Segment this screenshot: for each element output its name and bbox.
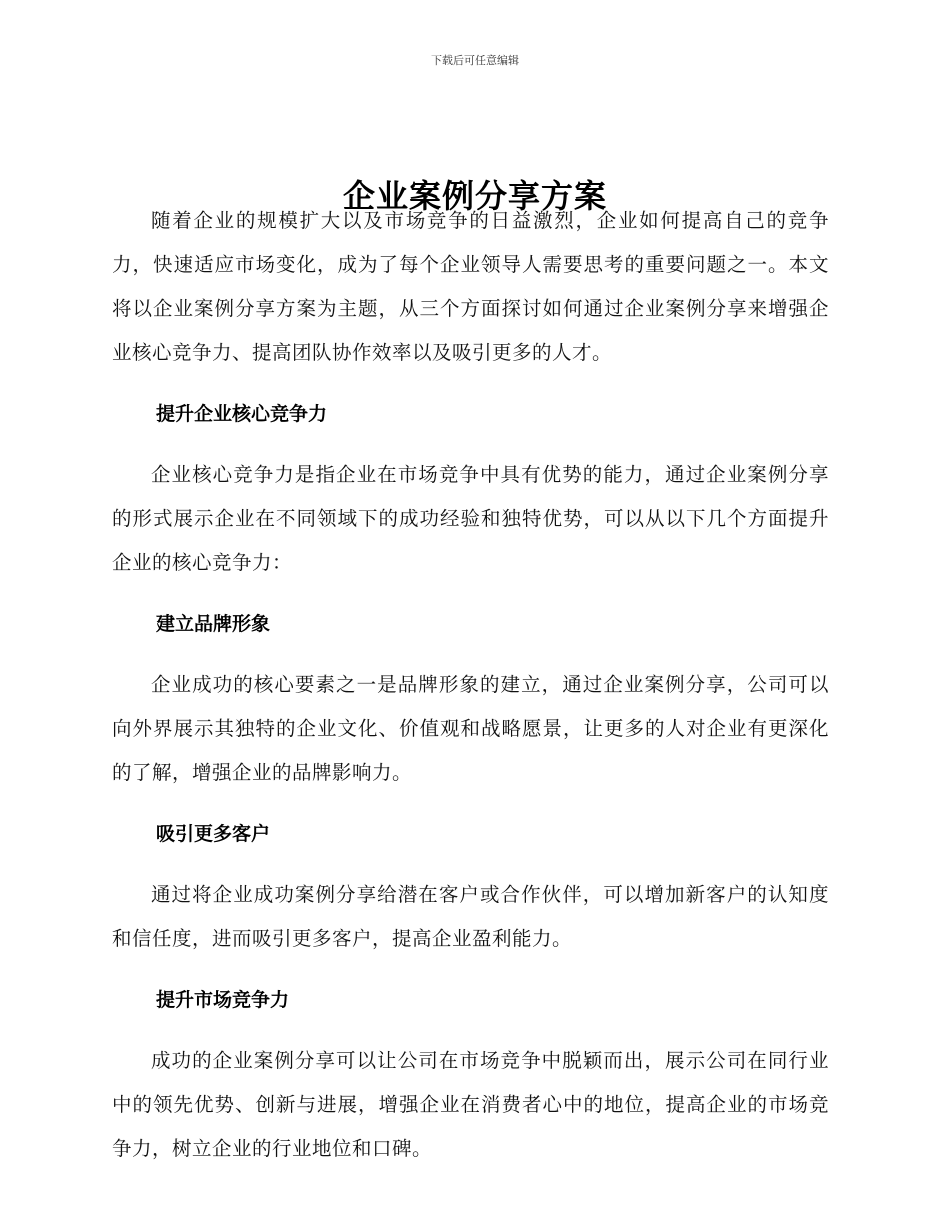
intro-paragraph: 随着企业的规模扩大以及市场竞争的日益激烈，企业如何提高自己的竞争力，快速适应市场变化，成为了每个企业领导人需要思考的重要问题之一。本文将以企业案例分享方案为主题，从三个方面探讨如何通过企业案例分享来增强企业核心竞争力、提高团队协作效率以及吸引更多的人才。 — [112, 209, 829, 364]
page-header-note: 下载后可任意编辑 — [431, 54, 519, 67]
section-heading-attract-customers: 吸引更多客户 — [156, 823, 271, 845]
document-title: 企业案例分享方案 — [342, 177, 607, 216]
document-body — [112, 199, 829, 1171]
section-heading-brand-image: 建立品牌形象 — [156, 613, 271, 635]
section-paragraph-brand-image: 企业成功的核心要素之一是品牌形象的建立，通过企业案例分享，公司可以向外界展示其独特的企业文化、价值观和战略愿景，让更多的人对企业有更深化的了解，增强企业的品牌影响力。 — [112, 673, 829, 784]
section-paragraph-market-competitiveness: 成功的企业案例分享可以让公司在市场竞争中脱颖而出，展示公司在同行业中的领先优势、创新与进展，增强企业在消费者心中的地位，提高企业的市场竞争力，树立企业的行业地位和口碑。 — [112, 1049, 829, 1160]
section-paragraph-attract-customers: 通过将企业成功案例分享给潜在客户或合作伙伴，可以增加新客户的认知度和信任度，进而吸引更多客户，提高企业盈利能力。 — [112, 883, 829, 950]
section-heading-market-competitiveness: 提升市场竞争力 — [156, 989, 290, 1011]
section-paragraph-core-competitiveness: 企业核心竞争力是指企业在市场竞争中具有优势的能力，通过企业案例分享的形式展示企业在不同领域下的成功经验和独特优势，可以从以下几个方面提升企业的核心竞争力： — [112, 463, 829, 574]
section-heading-core-competitiveness: 提升企业核心竞争力 — [156, 403, 328, 425]
